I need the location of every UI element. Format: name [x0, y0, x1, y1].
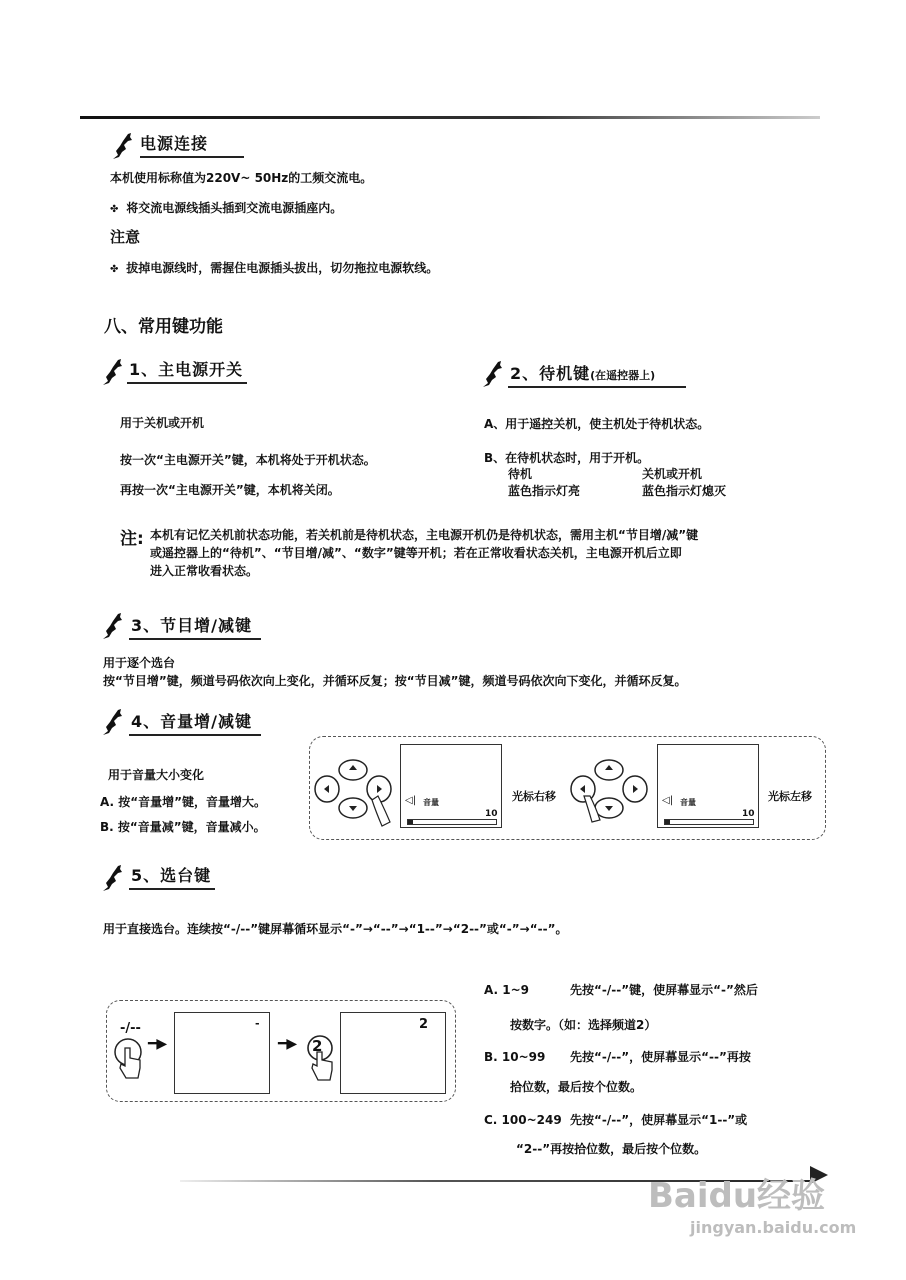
volume-line-a: A. 按“音量增”键，音量增大。	[100, 795, 267, 809]
notice-title: 注意	[110, 228, 141, 246]
power-bullet1	[110, 201, 342, 217]
select-c-text2: “2--”再按拾位数，最后按个位数。	[516, 1142, 707, 1156]
hand-press-icon	[112, 1036, 146, 1082]
title-underline	[127, 382, 247, 384]
standby-title-text: 2、待机键	[510, 364, 591, 383]
standby-line-a: A、用于遥控关机，使主机处于待机状态。	[484, 417, 710, 431]
kangaroo-icon	[100, 358, 126, 386]
clover-bullet-icon: ✤	[110, 204, 119, 215]
volume-caption-left: 光标左移	[768, 790, 812, 803]
select-a-text2: 按数字。（如：选择频道2）	[510, 1018, 657, 1032]
section-title: 八、常用键功能	[104, 317, 223, 337]
top-rule	[80, 116, 820, 119]
title-underline	[129, 638, 261, 640]
speaker-icon: ◁|	[405, 795, 417, 806]
program-line1: 用于逐个选台	[103, 656, 176, 670]
main-power-line3: 再按一次“主电源开关”键，本机将关闭。	[120, 483, 340, 497]
remote-dpad-icon	[312, 750, 394, 828]
volume-caption-right: 光标右移	[512, 790, 556, 803]
remote-dpad-icon	[568, 750, 650, 828]
tv-screen	[340, 1012, 446, 1094]
volume-value: 10	[742, 809, 755, 819]
standby-line-b: B、在待机状态时，用于开机。	[484, 451, 650, 465]
title-underline	[129, 888, 215, 890]
volume-bar	[407, 819, 497, 825]
standby-col2-row1: 关机或开机	[642, 467, 703, 481]
title-underline	[129, 734, 261, 736]
power-bullet2-text: 拔掉电源线时，需握住电源插头拔出，切勿拖拉电源软线。	[126, 261, 439, 275]
title-underline	[508, 386, 686, 388]
power-bullet2	[110, 261, 438, 277]
note-label: 注:	[120, 529, 144, 549]
main-power-line1: 用于关机或开机	[120, 416, 205, 430]
select-title: 5、选台键	[131, 866, 212, 885]
select-b-num: B. 10~99	[484, 1050, 546, 1064]
volume-screen-label: 音量	[680, 798, 696, 807]
volume-value: 10	[485, 809, 498, 819]
volume-line-b: B. 按“音量减”键，音量减小。	[100, 820, 266, 834]
power-bullet1-text: 将交流电源线插头插到交流电源插座内。	[126, 201, 343, 215]
main-power-title: 1、主电源开关	[129, 360, 244, 379]
standby-col1-row2: 蓝色指示灯亮	[508, 484, 581, 498]
tv-screen	[657, 744, 759, 828]
select-b-text: 先按“-/--”，使屏幕显示“--”再按	[570, 1050, 751, 1064]
note-line2: 或遥控器上的“待机”、“节目增/减”、“数字”键等开机；若在正常收看状态关机，主电源开机后立即	[150, 546, 682, 560]
kangaroo-icon	[110, 132, 136, 160]
volume-bar	[664, 819, 754, 825]
kangaroo-icon	[100, 708, 126, 736]
select-line1: 用于直接选台。连续按“-/--”键屏幕循环显示“-”→“--”→“1--”→“2--”或“-”→“--”。	[103, 922, 568, 936]
tv-screen	[174, 1012, 270, 1094]
kangaroo-icon	[100, 864, 126, 892]
select-c-text: 先按“-/--”，使屏幕显示“1--”或	[570, 1113, 748, 1127]
standby-col1-row1: 待机	[508, 467, 533, 481]
watermark-url: jingyan.baidu.com	[690, 1218, 857, 1237]
volume-line1: 用于音量大小变化	[108, 768, 205, 782]
volume-title: 4、音量增/减键	[131, 712, 252, 731]
program-title: 3、节目增/减键	[131, 616, 252, 635]
select-b-text2: 拾位数，最后按个位数。	[510, 1080, 643, 1094]
program-line2: 按“节目增”键，频道号码依次向上变化，并循环反复；按“节目减”键，频道号码依次向下变化，并循环反复。	[103, 674, 687, 688]
key-label: -/--	[120, 1021, 141, 1036]
screen-display: -	[255, 1017, 260, 1030]
volume-screen-label: 音量	[423, 798, 439, 807]
standby-col2-row2: 蓝色指示灯熄灭	[642, 484, 727, 498]
clover-bullet-icon: ✤	[110, 264, 119, 275]
note-line1: 本机有记忆关机前状态功能，若关机前是待机状态，主电源开机仍是待机状态，需用主机“节目增/减”键	[150, 528, 699, 542]
kangaroo-icon	[480, 360, 506, 388]
select-c-num: C. 100~249	[484, 1113, 562, 1127]
tv-screen	[400, 744, 502, 828]
volume-bar-fill	[665, 820, 670, 824]
arrow-right-icon: ━▶	[148, 1036, 168, 1052]
title-underline	[140, 156, 244, 158]
note-line3: 进入正常收看状态。	[150, 564, 259, 578]
volume-bar-fill	[408, 820, 413, 824]
standby-title	[510, 364, 655, 386]
select-a-num: A. 1~9	[484, 983, 529, 997]
kangaroo-icon	[100, 612, 126, 640]
main-power-line2: 按一次“主电源开关”键，本机将处于开机状态。	[120, 453, 376, 467]
power-line1: 本机使用标称值为220V~ 50Hz的工频交流电。	[110, 171, 373, 185]
watermark-brand: Baidu经验	[648, 1176, 826, 1216]
digit-key: 2	[312, 1037, 323, 1055]
select-a-text: 先按“-/--”键，使屏幕显示“-”然后	[570, 983, 758, 997]
standby-title-note: (在遥控器上)	[590, 369, 656, 382]
arrow-right-icon: ━▶	[278, 1036, 298, 1052]
power-title: 电源连接	[140, 134, 209, 153]
screen-display: 2	[419, 1017, 429, 1032]
speaker-icon: ◁|	[662, 795, 674, 806]
